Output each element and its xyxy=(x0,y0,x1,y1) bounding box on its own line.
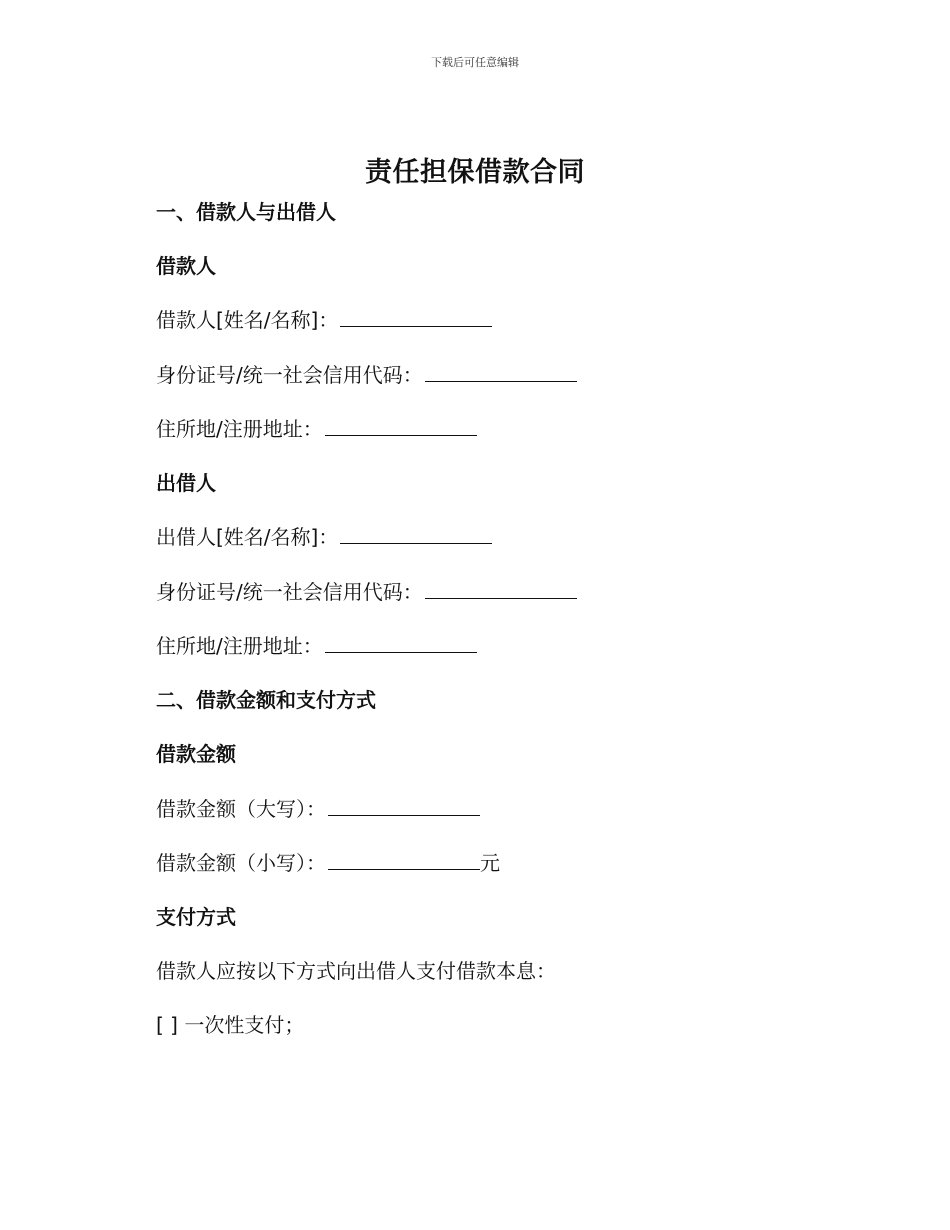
header-note: 下载后可任意编辑 xyxy=(431,56,519,69)
lender-id-row xyxy=(156,579,577,605)
borrower-id-row xyxy=(156,362,577,388)
amount-upper-blank[interactable] xyxy=(328,797,480,816)
lender-name-label: 出借人[姓名/名称]： xyxy=(156,525,339,549)
borrower-id-label: 身份证号/统一社会信用代码： xyxy=(156,363,423,387)
payment-option-1[interactable]: [ ] 一次性支付； xyxy=(156,1013,305,1037)
borrower-address-blank[interactable] xyxy=(325,417,477,436)
section-2-heading: 二、借款金额和支付方式 xyxy=(156,688,376,712)
amount-lower-blank[interactable] xyxy=(328,851,480,870)
amount-lower-label: 借款金额（小写）： xyxy=(156,851,326,875)
payment-heading: 支付方式 xyxy=(156,905,236,929)
lender-name-blank[interactable] xyxy=(340,525,492,544)
amount-heading: 借款金额 xyxy=(156,742,236,766)
section-1-heading: 一、借款人与出借人 xyxy=(156,200,336,224)
borrower-address-row xyxy=(156,416,477,442)
borrower-heading: 借款人 xyxy=(156,254,216,278)
lender-id-blank[interactable] xyxy=(425,580,577,599)
amount-upper-label: 借款金额（大写）： xyxy=(156,797,326,821)
lender-address-row xyxy=(156,633,477,659)
lender-address-label: 住所地/注册地址： xyxy=(156,634,323,658)
borrower-name-label: 借款人[姓名/名称]： xyxy=(156,308,339,332)
lender-heading: 出借人 xyxy=(156,471,216,495)
borrower-name-blank[interactable] xyxy=(340,308,492,327)
borrower-id-blank[interactable] xyxy=(425,363,577,382)
lender-name-row xyxy=(156,524,492,550)
document-title: 责任担保借款合同 xyxy=(365,157,585,188)
lender-address-blank[interactable] xyxy=(325,634,477,653)
borrower-name-row xyxy=(156,307,492,333)
amount-upper-row xyxy=(156,796,480,822)
payment-intro: 借款人应按以下方式向出借人支付借款本息： xyxy=(156,959,556,983)
amount-lower-row xyxy=(156,850,500,876)
lender-id-label: 身份证号/统一社会信用代码： xyxy=(156,580,423,604)
amount-unit: 元 xyxy=(480,851,500,875)
borrower-address-label: 住所地/注册地址： xyxy=(156,417,323,441)
